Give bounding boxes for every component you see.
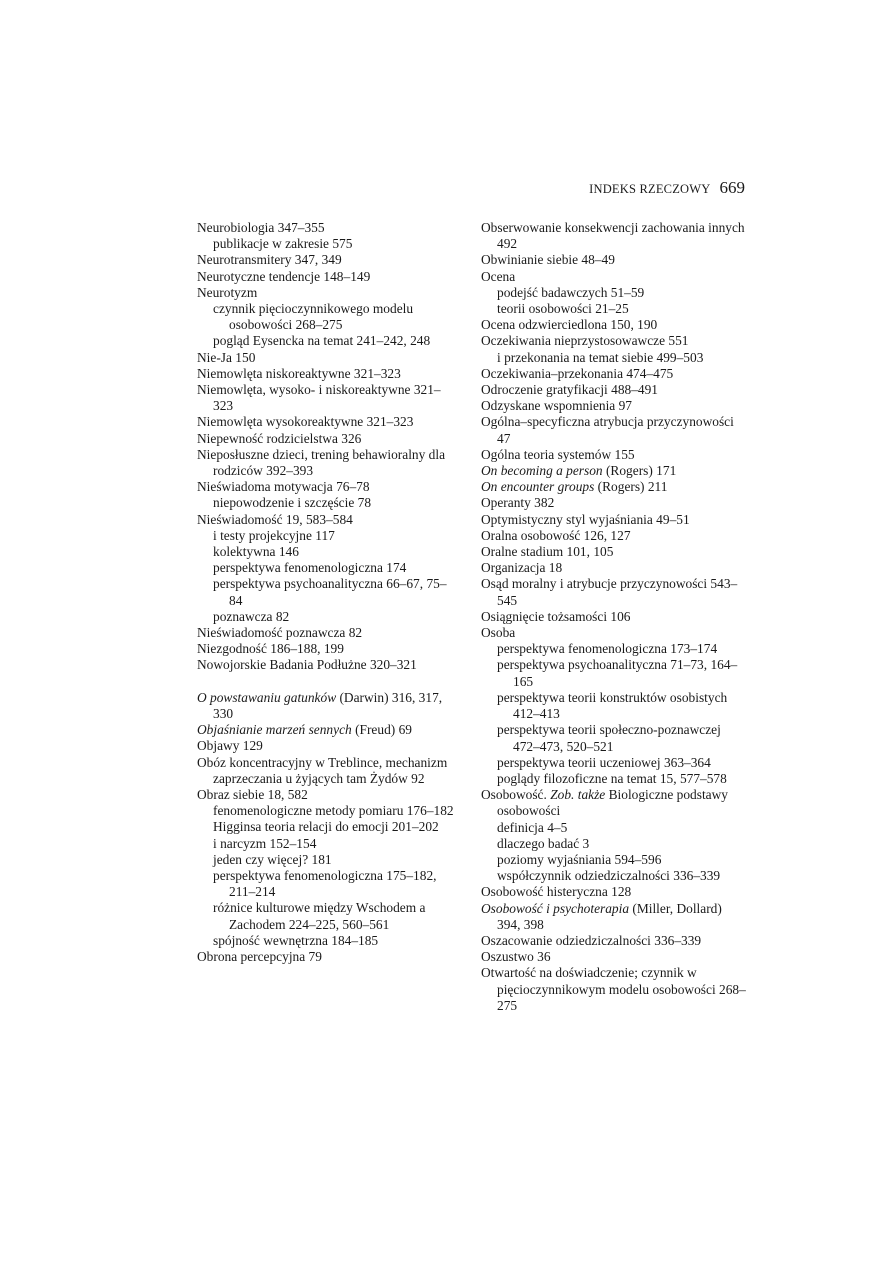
index-entry	[481, 382, 747, 398]
page-references: 543–545	[497, 576, 738, 608]
page-references: 101, 105	[563, 544, 614, 560]
index-term: Ocena	[481, 268, 516, 284]
index-term: Nieświadomość	[197, 511, 283, 527]
index-subentry	[197, 900, 459, 932]
index-term: Odroczenie gratyfikacji	[481, 382, 608, 398]
page-references: 76–78	[332, 479, 370, 495]
page-references: 155	[611, 446, 635, 462]
page-references: 48–49	[578, 252, 615, 268]
index-term: Osiągnięcie tożsamości	[481, 608, 608, 624]
page-references: 224–225, 560–561	[285, 916, 390, 932]
index-term: poziomy wyjaśniania	[497, 851, 612, 867]
index-entry	[481, 884, 747, 900]
page-references: 152–154	[266, 835, 317, 851]
cross-reference-label: Zob. także	[550, 787, 606, 803]
index-subentry	[481, 836, 747, 852]
page-references: 492	[497, 236, 518, 252]
index-term: Objaśnianie marzeń sennych	[197, 722, 352, 738]
index-term: perspektywa psychoanalityczna	[213, 576, 383, 592]
index-term: niepowodzenie i szczęście	[213, 495, 355, 511]
index-entry	[197, 431, 459, 447]
index-term: Osobowość i psychoterapia	[481, 900, 630, 916]
index-term: pogląd Eysencka na temat	[213, 333, 354, 349]
index-term: i przekonania na temat siebie	[497, 349, 654, 365]
index-term: Nieświadoma motywacja	[197, 479, 333, 495]
page-references: 551	[665, 333, 689, 349]
index-entry	[197, 657, 459, 673]
page-references: 82	[272, 608, 290, 624]
page-references: 176–182	[403, 803, 454, 819]
index-term: Oczekiwania nieprzystosowawcze	[481, 333, 666, 349]
page-references: 82	[345, 625, 363, 641]
index-entry	[481, 609, 747, 625]
index-term: Operanty	[481, 495, 531, 511]
index-term: poznawcza	[213, 608, 273, 624]
page-references: 18, 582	[264, 786, 308, 802]
index-entry	[481, 317, 747, 333]
page-references: 201–202	[388, 819, 439, 835]
index-term: On becoming a person	[481, 463, 603, 479]
page-number: 669	[719, 178, 745, 197]
page-references: 79	[305, 948, 322, 964]
index-term: Nieposłuszne dzieci, trening behawioralny dla rodziców	[197, 446, 446, 479]
index-term: spójność wewnętrzna	[213, 932, 328, 948]
index-entry	[197, 641, 459, 657]
index-entry	[197, 755, 459, 787]
page-references: 268–275	[497, 981, 746, 1013]
index-term: Neurotyczne tendencje	[197, 268, 321, 284]
index-subentry	[197, 544, 459, 560]
index-term: Obserwowanie konsekwencji zachowania innych	[481, 220, 745, 235]
index-term: Niemowlęta wysokoreaktywne	[197, 414, 364, 430]
index-term: Objawy	[197, 738, 240, 754]
index-entry	[197, 382, 459, 414]
index-term: publikacje w zakresie	[213, 236, 329, 252]
page-references: 181	[308, 851, 332, 867]
index-subentry	[197, 236, 459, 252]
index-term: Neurotransmitery	[197, 252, 292, 268]
index-subentry	[481, 722, 747, 754]
page-references: 19, 583–584	[282, 511, 353, 527]
index-entry	[481, 414, 747, 446]
index-entry	[197, 447, 459, 479]
index-entry	[481, 576, 747, 608]
index-term: Organizacja	[481, 560, 546, 576]
index-term: Ogólna teoria systemów	[481, 446, 612, 462]
index-column-left	[197, 220, 459, 965]
page-references: 66–67, 75–84	[229, 576, 447, 608]
index-term: i testy projekcyjne	[213, 527, 312, 543]
index-entry	[197, 512, 459, 528]
index-term: Optymistyczny styl wyjaśniania	[481, 511, 653, 527]
index-term: teorii osobowości	[497, 301, 592, 317]
index-subentry	[197, 852, 459, 868]
page-references: 173–174	[666, 641, 718, 657]
index-term: Niezgodność	[197, 641, 267, 657]
page-references: 71–73, 164–165	[513, 657, 738, 689]
index-entry	[197, 285, 459, 301]
index-term: Osoba	[481, 625, 516, 641]
page-references: 49–51	[652, 511, 690, 527]
index-column-right	[481, 220, 747, 1014]
page-references: 321–323	[213, 382, 441, 414]
page-references: 150	[231, 349, 256, 365]
page-references: 51–59	[607, 284, 645, 300]
page-references: 129	[239, 738, 263, 754]
index-subentry	[197, 301, 459, 333]
index-entry	[197, 220, 459, 236]
index-entry	[481, 544, 747, 560]
page-references: 363–364	[660, 754, 711, 770]
page-references: 36	[533, 949, 551, 965]
index-subentry	[197, 495, 459, 511]
index-entry	[481, 333, 747, 349]
running-head-title: INDEKS RZECZOWY	[589, 182, 711, 196]
index-entry	[197, 366, 459, 382]
page-references: 575	[329, 236, 353, 252]
index-entry	[197, 722, 459, 738]
index-term: Ocena odzwierciedlona	[481, 317, 608, 333]
page-references: 594–596	[611, 851, 662, 867]
index-entry	[481, 398, 747, 414]
index-term: Oralne stadium	[481, 544, 564, 560]
index-subentry	[481, 852, 747, 868]
page-references: 106	[607, 608, 631, 624]
page-references: 21–25	[591, 301, 629, 317]
page-references: 92	[407, 770, 425, 786]
index-entry	[481, 463, 747, 479]
page-references: 382	[530, 495, 555, 511]
index-entry	[481, 366, 747, 382]
index-term: Osobowość.	[481, 787, 547, 803]
page-references: 126, 127	[580, 527, 631, 543]
index-entry	[481, 252, 747, 268]
index-term: perspektywa teorii społeczno-poznawczej	[497, 722, 721, 738]
page-references: 474–475	[623, 365, 674, 381]
page-references: 326	[337, 430, 362, 446]
index-term: Oszacowanie odziedziczalności	[481, 932, 651, 948]
page-references: 15, 577–578	[656, 770, 727, 786]
page-references: 472–473, 520–521	[513, 738, 614, 754]
index-term: Nieświadomość poznawcza	[197, 625, 346, 641]
page-references: 488–491	[607, 382, 658, 398]
page-references: Biologiczne podstawy osobowości	[497, 787, 728, 819]
index-term: Ogólna–specyficzna atrybucja przyczynowości	[481, 414, 734, 430]
page-references: 128	[607, 884, 632, 900]
index-entry	[197, 350, 459, 366]
index-term: Niemowlęta niskoreaktywne	[197, 365, 351, 381]
index-term: perspektywa fenomenologiczna	[213, 560, 383, 576]
index-term: podejść badawczych	[497, 284, 608, 300]
index-entry	[481, 901, 747, 933]
index-entry	[481, 560, 747, 576]
page-references: 321–323	[350, 365, 401, 381]
index-term: Nie-Ja	[197, 349, 232, 365]
page-references: 336–339	[669, 868, 721, 884]
page-references: 321–323	[363, 414, 414, 430]
page-references: 186–188, 199	[266, 641, 344, 657]
page-references: 347–355	[274, 220, 325, 235]
index-term: jeden czy więcej?	[213, 851, 309, 867]
index-subentry	[197, 868, 459, 900]
index-subentry	[481, 690, 747, 722]
index-term: O powstawaniu gatunków	[197, 689, 337, 705]
index-term: Obóz koncentracyjny w Treblince, mechanizm zaprzeczania u żyjących tam Żydów	[197, 754, 448, 786]
index-subentry	[197, 933, 459, 949]
page-references: 184–185	[327, 932, 379, 948]
index-subentry	[197, 803, 459, 819]
index-entry	[197, 269, 459, 285]
index-subentry	[481, 868, 747, 884]
index-entry	[481, 495, 747, 511]
index-entry	[481, 949, 747, 965]
index-subentry	[481, 285, 747, 301]
page-references: (Darwin) 316, 317, 330	[213, 689, 443, 721]
index-subentry	[197, 528, 459, 544]
index-term: współczynnik odziedziczalności	[497, 868, 670, 884]
index-term: różnice kulturowe między Wschodem a Zachodem	[213, 900, 426, 932]
index-entry	[481, 965, 747, 1014]
page-references: 146	[275, 544, 299, 560]
index-term: Niepewność rodzicielstwa	[197, 430, 338, 446]
index-subentry	[197, 609, 459, 625]
index-entry	[197, 414, 459, 430]
page-references: 97	[615, 398, 632, 414]
index-term: Niemowlęta, wysoko- i niskoreaktywne	[197, 382, 411, 398]
index-entry	[481, 787, 747, 819]
page-references: 241–242, 248	[353, 333, 431, 349]
page-references: 150, 190	[607, 317, 658, 333]
index-entry	[197, 738, 459, 754]
page-references: 148–149	[320, 268, 371, 284]
index-term: perspektywa teorii konstruktów osobistych	[497, 689, 728, 705]
page-references: 268–275	[292, 317, 343, 333]
index-term: perspektywa fenomenologiczna	[497, 641, 667, 657]
index-entry	[197, 690, 459, 722]
index-entry	[197, 949, 459, 965]
index-entry	[481, 220, 747, 252]
index-term: Otwartość na doświadczenie; czynnik w pięcioczynnikowym modelu osobowości	[481, 965, 716, 997]
index-term: kolektywna	[213, 544, 276, 560]
page-references: 3	[579, 835, 590, 851]
page-references: 78	[354, 495, 372, 511]
page-references: (Freud) 69	[351, 722, 412, 738]
index-entry	[481, 528, 747, 544]
index-term: definicja	[497, 819, 544, 835]
index-term: Osobowość histeryczna	[481, 884, 608, 900]
page-references: (Miller, Dollard) 394, 398	[497, 900, 722, 932]
index-entry	[481, 625, 747, 641]
index-entry	[197, 625, 459, 641]
index-subentry	[481, 641, 747, 657]
index-term: Neurotyzm	[197, 284, 258, 300]
index-term: Oczekiwania–przekonania	[481, 365, 624, 381]
index-subentry	[481, 820, 747, 836]
page-references: 175–182, 211–214	[229, 867, 437, 900]
index-term: Higginsa teoria relacji do emocji	[213, 819, 389, 835]
page-references: 412–413	[513, 706, 560, 722]
index-term: Obrona percepcyjna	[197, 948, 306, 964]
page-references: (Rogers) 211	[594, 479, 668, 495]
index-subentry	[481, 657, 747, 689]
index-term: Neurobiologia	[197, 220, 275, 235]
running-head	[589, 178, 745, 198]
index-entry	[197, 479, 459, 495]
index-term: fenomenologiczne metody pomiaru	[213, 803, 404, 819]
index-term: poglądy filozoficzne na temat	[497, 770, 657, 786]
index-term: Oszustwo	[481, 949, 534, 965]
page-references: 392–393	[262, 463, 314, 479]
index-term: Obwinianie siebie	[481, 252, 579, 268]
index-term: On encounter groups	[481, 479, 595, 495]
index-entry	[197, 252, 459, 268]
index-subentry	[197, 333, 459, 349]
index-subentry	[481, 755, 747, 771]
index-entry	[481, 933, 747, 949]
index-entry	[481, 512, 747, 528]
index-term: czynnik pięcioczynnikowego modelu osobowości	[213, 301, 414, 333]
index-term: perspektywa fenomenologiczna	[213, 867, 383, 883]
index-term: Obraz siebie	[197, 786, 265, 802]
page-references: 320–321	[366, 657, 417, 673]
index-entry	[481, 447, 747, 463]
index-entry	[481, 269, 747, 285]
page-references: 174	[382, 560, 407, 576]
page-references: 117	[311, 527, 335, 543]
index-entry	[197, 787, 459, 803]
index-subentry	[481, 350, 747, 366]
page-references: 47	[497, 430, 511, 446]
index-subentry	[197, 576, 459, 608]
index-entry	[481, 479, 747, 495]
index-term: Nowojorskie Badania Podłużne	[197, 657, 367, 673]
page-references: 499–503	[653, 349, 704, 365]
page-references: (Rogers) 171	[602, 463, 677, 479]
index-subentry	[481, 771, 747, 787]
page-references: 4–5	[543, 819, 568, 835]
page-references: 18	[545, 560, 563, 576]
index-subentry	[197, 836, 459, 852]
index-subentry	[197, 560, 459, 576]
page-references: 347, 349	[291, 252, 342, 268]
index-subentry	[481, 301, 747, 317]
index-term: Odzyskane wspomnienia	[481, 398, 616, 414]
index-term: dlaczego badać	[497, 835, 580, 851]
index-term: Oralna osobowość	[481, 527, 581, 543]
index-term: Osąd moralny i atrybucje przyczynowości	[481, 576, 708, 592]
index-subentry	[197, 819, 459, 835]
page-references: 336–339	[650, 932, 702, 948]
index-term: perspektywa psychoanalityczna	[497, 657, 667, 673]
index-term: perspektywa teorii uczeniowej	[497, 754, 661, 770]
index-term: i narcyzm	[213, 835, 267, 851]
